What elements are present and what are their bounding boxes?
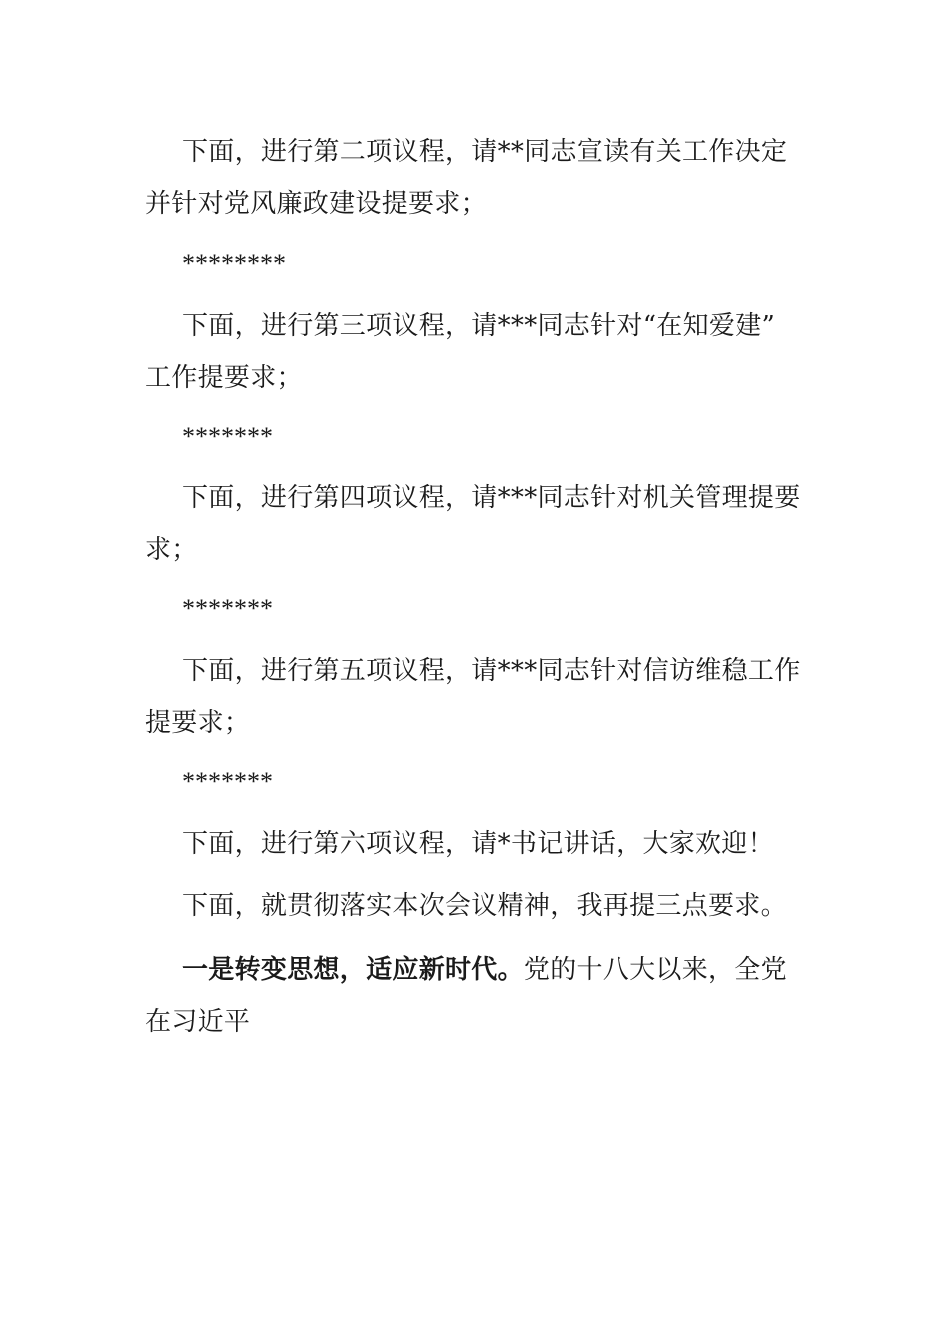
- first-requirement-paragraph: [145, 944, 811, 1048]
- agenda-item-6-paragraph: 下面，进行第六项议程，请*书记讲话，大家欢迎！: [182, 829, 774, 859]
- agenda-item-3-line2: 工作提要求；: [145, 363, 303, 393]
- redacted-placeholder: ********: [182, 249, 286, 278]
- requirements-intro-paragraph: 下面，就贯彻落实本次会议精神，我再提三点要求。: [182, 891, 787, 921]
- agenda-item-5-paragraph: 下面，进行第五项议程，请***同志针对信访维稳工作提要求；: [145, 656, 801, 738]
- redacted-placeholder: *******: [182, 594, 273, 623]
- redacted-placeholder: *******: [182, 767, 273, 796]
- redacted-placeholder: *******: [182, 422, 273, 451]
- first-requirement-text: 党的十八大以来，全党在习近平: [145, 955, 787, 1037]
- first-requirement-heading: 一是转变思想，适应新时代。: [182, 955, 524, 985]
- agenda-item-4-paragraph: 下面，进行第四项议程，请***同志针对机关管理提要求；: [145, 483, 801, 565]
- agenda-item-2-paragraph: 下面，进行第二项议程，请**同志宣读有关工作决定并针对党风廉政建设提要求；: [145, 137, 788, 219]
- agenda-item-3-paragraph: [145, 300, 811, 404]
- agenda-item-3-line1: 下面，进行第三项议程，请***同志针对“在知爱建”: [182, 311, 776, 341]
